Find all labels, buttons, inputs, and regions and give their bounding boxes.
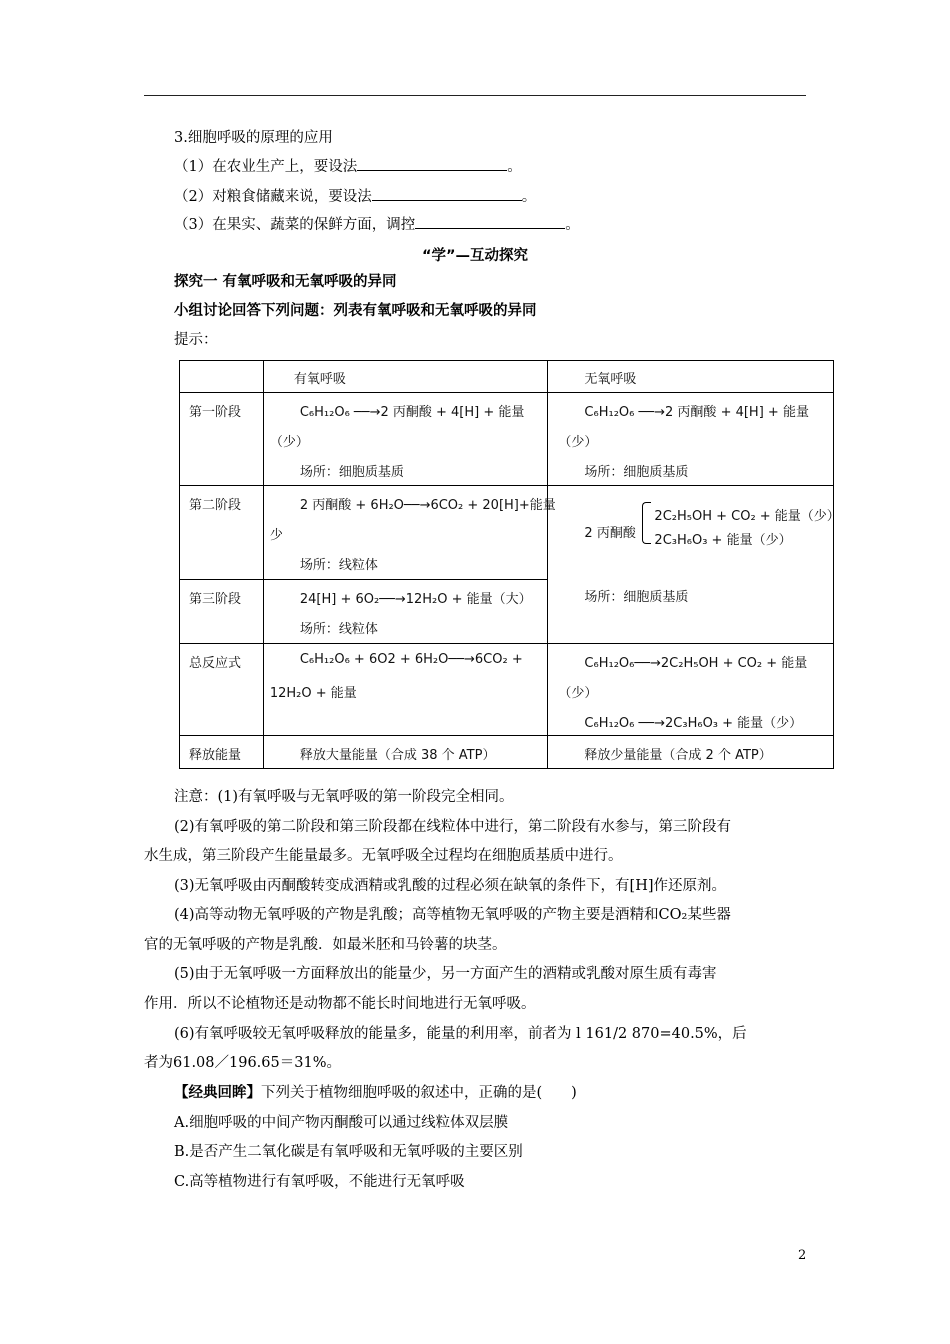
note-6b: 者为61.08／196.65＝31%。 — [144, 1055, 341, 1071]
table-row-total — [180, 644, 834, 736]
section-title: “学”—互动探究 — [421, 248, 529, 264]
answer-blank-1[interactable] — [357, 157, 507, 171]
option-c[interactable]: C.高等植物进行有氧呼吸，不能进行无氧呼吸 — [174, 1174, 465, 1190]
note-2b: 水生成，第三阶段产生能量最多。无氧呼吸全过程均在细胞质基质中进行。 — [144, 848, 623, 864]
note-2a: (2)有氧呼吸的第二阶段和第三阶段都在线粒体中进行，第二阶段有水参与，第三阶段有 — [174, 819, 732, 835]
note-6a: (6)有氧呼吸较无氧呼吸释放的能量多，能量的利用率，前者为 l 161/2 870=40.5%，后 — [174, 1026, 747, 1042]
stage2-aerobic: 2 丙酮酸 + 6H₂O──→6CO₂ + 20[H]+能量 少 场所：线粒体 — [263, 486, 548, 580]
table-row-stage2 — [180, 486, 834, 580]
note-4a: (4)高等动物无氧呼吸的产物是乳酸；高等植物无氧呼吸的产物主要是酒精和CO₂某些器 — [174, 907, 731, 923]
option-b[interactable]: B.是否产生二氧化碳是有氧呼吸和无氧呼吸的主要区别 — [174, 1144, 523, 1160]
section3-item-3: （3）在果实、蔬菜的保鲜方面，调控 。 — [174, 217, 580, 233]
header-cell-empty — [180, 361, 264, 393]
brace-icon — [642, 502, 651, 544]
section3-item-2: （2）对粮食储藏来说，要设法 。 — [174, 189, 537, 205]
row-label-stage2: 第二阶段 — [180, 486, 264, 580]
answer-blank-2[interactable] — [372, 187, 522, 201]
header-aerobic: 有氧呼吸 — [263, 361, 548, 393]
note-5a: (5)由于无氧呼吸一方面释放出的能量少，另一方面产生的酒精或乳酸对原生质有毒害 — [174, 966, 717, 982]
note-5b: 作用．所以不论植物还是动物都不能长时间地进行无氧呼吸。 — [144, 996, 536, 1012]
row-label-stage1: 第一阶段 — [180, 393, 264, 486]
table-header-row — [180, 361, 834, 393]
stage1-aerobic: C₆H₁₂O₆ ──→2 丙酮酸 + 4[H] + 能量 （少） 场所：细胞质基质 — [263, 393, 548, 486]
header-rule — [144, 95, 806, 96]
note-1: 注意：(1)有氧呼吸与无氧呼吸的第一阶段完全相同。 — [174, 789, 514, 805]
table-row-stage1 — [180, 393, 834, 486]
explore-task: 小组讨论回答下列问题：列表有氧呼吸和无氧呼吸的异同 — [174, 303, 537, 319]
note-3: (3)无氧呼吸由丙酮酸转变成酒精或乳酸的过程必须在缺氧的条件下，有[H]作还原剂。 — [174, 878, 726, 894]
section3-item-1: （1）在农业生产上，要设法 。 — [174, 159, 522, 175]
comparison-table — [179, 360, 840, 769]
total-aerobic: C₆H₁₂O₆ + 6O2 + 6H₂O──→6CO₂ + 12H₂O + 能量 — [263, 644, 548, 736]
note-4b: 官的无氧呼吸的产物是乳酸．如最米胚和马铃薯的块茎。 — [144, 937, 507, 953]
energy-anaerobic: 释放少量能量（合成 2 个 ATP） — [548, 736, 834, 769]
table-row-energy — [180, 736, 834, 769]
hint-label: 提示： — [174, 332, 218, 348]
section3-heading: 3.细胞呼吸的原理的应用 — [174, 130, 333, 146]
option-a[interactable]: A.细胞呼吸的中间产物丙酮酸可以通过线粒体双层膜 — [174, 1115, 509, 1131]
stage3-aerobic: 24[H] + 6O₂──→12H₂O + 能量（大） 场所：线粒体 — [263, 580, 548, 644]
stage2-3-anaerobic: 2 丙酮酸 2C₂H₅OH + CO₂ + 能量（少） 2C₃H₆O₃ + 能量（少） 场所：细胞质基质 — [548, 486, 834, 644]
page-number: 2 — [798, 1248, 807, 1263]
row-label-energy: 释放能量 — [180, 736, 264, 769]
header-anaerobic: 无氧呼吸 — [548, 361, 834, 393]
question-stem: 【经典回眸】下列关于植物细胞呼吸的叙述中，正确的是( ) — [174, 1085, 577, 1101]
stage1-anaerobic: C₆H₁₂O₆ ──→2 丙酮酸 + 4[H] + 能量 （少） 场所：细胞质基质 — [548, 393, 834, 486]
question-tag: 【经典回眸】 — [174, 1085, 261, 1101]
row-label-total: 总反应式 — [180, 644, 264, 736]
row-label-stage3: 第三阶段 — [180, 580, 264, 644]
explore-title: 探究一 有氧呼吸和无氧呼吸的异同 — [174, 274, 397, 290]
total-anaerobic: C₆H₁₂O₆──→2C₂H₅OH + CO₂ + 能量 （少） C₆H₁₂O₆ ──→2C₃H₆O₃ + 能量（少） — [548, 644, 834, 736]
answer-blank-3[interactable] — [415, 215, 565, 229]
energy-aerobic: 释放大量能量（合成 38 个 ATP） — [263, 736, 548, 769]
